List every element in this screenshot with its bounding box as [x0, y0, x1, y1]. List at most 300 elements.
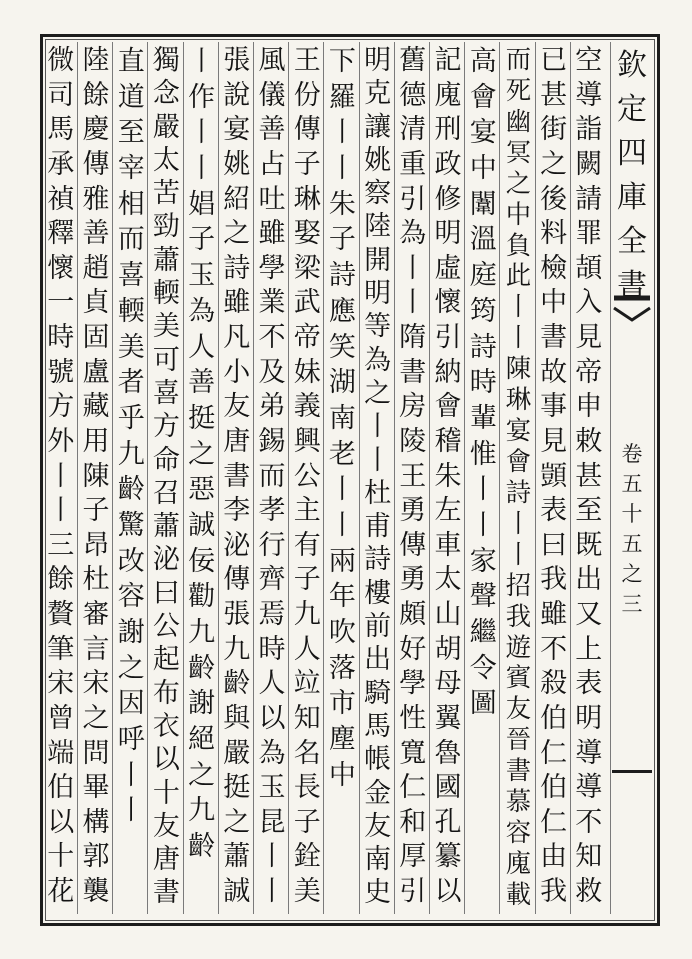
text-char: 佞	[188, 545, 216, 577]
text-char: 姚	[364, 144, 392, 176]
text-char: 齡	[188, 652, 216, 684]
text-char: 帳	[364, 744, 392, 776]
text-char: 九	[188, 795, 216, 827]
text-char: 王	[293, 45, 321, 76]
text-char: 之	[82, 702, 110, 734]
text-char: 雖	[223, 287, 251, 319]
text-char: 帝	[575, 356, 603, 388]
text-char: 輭	[152, 278, 180, 310]
text-char: 出	[364, 644, 392, 676]
text-char: 言	[82, 633, 110, 665]
text-char: 等	[364, 311, 392, 343]
text-char: 事	[540, 391, 568, 423]
text-char: 胡	[434, 633, 462, 665]
text-char: 乎	[117, 402, 145, 434]
text-char: 善	[258, 114, 286, 146]
text-char: 甚	[540, 79, 568, 111]
text-char: 空	[575, 45, 603, 76]
text-char: 承	[47, 148, 75, 180]
text-char: 纂	[434, 841, 462, 873]
text-char: 政	[434, 148, 462, 180]
text-char: 丨	[47, 495, 75, 527]
text-char: 丨	[505, 322, 532, 353]
text-char: 詩	[505, 476, 532, 507]
text-char: 筆	[47, 633, 75, 665]
text-char: 興	[293, 425, 321, 457]
text-char: 中	[328, 759, 356, 791]
text-char: 丨	[117, 759, 145, 791]
text-char: 竝	[293, 668, 321, 700]
text-char: 納	[434, 356, 462, 388]
text-char: 翼	[434, 702, 462, 734]
text-char: 行	[258, 529, 286, 561]
text-char: 好	[399, 633, 427, 665]
text-char: 宋	[47, 668, 75, 700]
text-char: 陳	[82, 460, 110, 492]
text-char: 史	[364, 877, 392, 909]
text-char: 察	[364, 178, 392, 210]
text-char: 樓	[364, 577, 392, 609]
text-char: 導	[575, 737, 603, 769]
text-char: 羅	[328, 81, 356, 113]
text-char: 載	[505, 878, 532, 909]
text-column	[78, 44, 114, 910]
text-char: 金	[364, 777, 392, 809]
text-char: 廆	[434, 79, 462, 111]
text-char: 詩	[469, 331, 497, 363]
text-char: 齊	[258, 564, 286, 596]
text-char: 至	[117, 117, 145, 149]
text-char: 固	[82, 322, 110, 353]
text-char: 表	[540, 495, 568, 527]
text-char: 人	[293, 633, 321, 665]
text-char: 馬	[47, 114, 75, 146]
text-char: 丨	[399, 252, 427, 284]
text-char: 湖	[328, 367, 356, 399]
text-char: 梁	[293, 252, 321, 284]
text-char: 隋	[399, 322, 427, 353]
text-char: 引	[399, 183, 427, 215]
text-char: 導	[575, 79, 603, 111]
text-char: 十	[47, 841, 75, 873]
text-char: 街	[540, 114, 568, 146]
text-char: 一	[47, 287, 75, 319]
text-char: 年	[328, 581, 356, 613]
text-char: 贅	[47, 599, 75, 630]
text-char: 詩	[364, 544, 392, 576]
text-char: 高	[469, 46, 497, 77]
text-char: 記	[434, 45, 462, 76]
text-char: 審	[82, 599, 110, 630]
text-char: 姚	[223, 148, 251, 180]
text-char: 我	[540, 564, 568, 596]
text-char: 虛	[434, 252, 462, 284]
text-char: 伯	[540, 702, 568, 734]
text-char: 丨	[399, 287, 427, 319]
text-char: 為	[188, 295, 216, 327]
text-char: 之	[505, 167, 532, 198]
header-column	[612, 44, 652, 910]
text-char: 小	[223, 356, 251, 388]
text-char: 幽	[505, 105, 532, 136]
text-char: 由	[540, 841, 568, 873]
text-char: 為	[399, 218, 427, 250]
text-char: 書	[505, 755, 532, 786]
text-char: 藏	[82, 391, 110, 423]
text-char: 學	[258, 252, 286, 284]
text-char: 娼	[188, 188, 216, 220]
text-char: 明	[364, 278, 392, 310]
text-char: 繼	[469, 617, 497, 648]
text-char: 司	[47, 79, 75, 111]
text-char: 有	[293, 529, 321, 561]
text-char: 落	[328, 652, 356, 684]
text-char: 謝	[117, 617, 145, 648]
text-char: 老	[328, 438, 356, 470]
text-char: 時	[469, 367, 497, 399]
text-char: 之	[117, 652, 145, 684]
text-char: 凡	[223, 322, 251, 353]
text-char: 負	[505, 229, 532, 260]
text-char: 陳	[505, 353, 532, 384]
text-char: 泌	[152, 544, 180, 576]
text-char: 李	[223, 495, 251, 527]
text-char: 之	[188, 438, 216, 470]
text-char: 嚴	[152, 111, 180, 143]
text-char: 杜	[364, 477, 392, 509]
text-char: 琳	[293, 183, 321, 215]
text-char: 明	[575, 702, 603, 734]
text-char: 死	[505, 74, 532, 105]
text-char: 蕭	[152, 244, 180, 276]
text-char: 占	[258, 148, 286, 180]
text-char: 丨	[47, 460, 75, 492]
text-char: 既	[575, 529, 603, 561]
title-char: 書	[617, 268, 647, 303]
text-char: 錫	[258, 425, 286, 457]
text-char: 中	[505, 198, 532, 229]
text-char: 風	[258, 45, 286, 76]
title-char: 四	[617, 136, 647, 171]
text-char: 引	[434, 322, 462, 353]
text-char: 傳	[293, 114, 321, 146]
text-char: 九	[117, 438, 145, 470]
text-char: 左	[434, 495, 462, 527]
text-char: 子	[82, 495, 110, 527]
text-char: 號	[47, 356, 75, 388]
text-char: 顗	[540, 460, 568, 492]
text-char: 惡	[188, 474, 216, 506]
text-char: 之	[540, 148, 568, 180]
text-char: 曰	[152, 577, 180, 609]
text-char: 美	[152, 311, 180, 343]
text-char: 貞	[82, 287, 110, 319]
text-char: 丨	[505, 291, 532, 322]
text-char: 之	[364, 377, 392, 409]
text-column	[113, 44, 149, 910]
text-char: 頗	[399, 599, 427, 630]
book-title	[612, 44, 652, 308]
text-char: 昆	[258, 806, 286, 838]
text-char: 苦	[152, 178, 180, 210]
text-char: 外	[47, 425, 75, 457]
title-char: 全	[617, 224, 647, 259]
text-char: 明	[364, 45, 392, 76]
text-char: 作	[188, 81, 216, 113]
text-char: 妹	[293, 356, 321, 388]
text-char: 陸	[364, 211, 392, 243]
text-char: 呼	[117, 724, 145, 756]
text-char: 房	[399, 391, 427, 423]
text-column	[571, 44, 607, 910]
text-char: 餘	[82, 79, 110, 111]
text-char: 九	[293, 599, 321, 630]
text-char: 紹	[223, 183, 251, 215]
text-char: 冥	[505, 136, 532, 167]
text-char: 母	[434, 668, 462, 700]
text-char: 應	[328, 295, 356, 327]
text-char: 丨	[188, 153, 216, 185]
text-char: 善	[82, 218, 110, 250]
text-char: 容	[505, 817, 532, 848]
text-char: 德	[399, 79, 427, 111]
text-char: 我	[540, 876, 568, 907]
text-char: 謝	[188, 688, 216, 720]
text-char: 布	[152, 677, 180, 709]
text-char: 書	[152, 877, 180, 909]
text-char: 太	[434, 564, 462, 596]
text-char: 昂	[82, 529, 110, 561]
text-char: 刑	[434, 114, 462, 146]
text-char: 子	[293, 148, 321, 180]
text-column	[184, 44, 220, 910]
text-char: 伯	[47, 772, 75, 804]
text-column	[395, 44, 431, 910]
text-char: 趙	[82, 252, 110, 284]
text-char: 丨	[258, 841, 286, 873]
text-char: 問	[82, 737, 110, 769]
text-char: 畢	[82, 772, 110, 804]
text-char: 修	[434, 183, 462, 215]
text-char: 太	[152, 144, 180, 176]
text-char: 子	[188, 224, 216, 256]
text-char: 宋	[82, 668, 110, 700]
text-char: 勸	[188, 581, 216, 613]
text-char: 焉	[258, 599, 286, 630]
text-char: 賓	[505, 662, 532, 693]
text-char: 丨	[469, 474, 497, 506]
volume-label: 卷 五 十 五 之 三	[621, 442, 643, 616]
text-char: 伯	[540, 772, 568, 804]
text-char: 國	[434, 772, 462, 804]
text-char: 武	[293, 287, 321, 319]
text-char: 詩	[328, 260, 356, 292]
text-char: 闕	[575, 148, 603, 180]
text-char: 令	[469, 652, 497, 684]
text-char: 人	[258, 668, 286, 700]
text-char: 不	[258, 322, 286, 353]
text-char: 張	[223, 45, 251, 76]
text-char: 宴	[505, 415, 532, 446]
text-char: 相	[117, 188, 145, 220]
text-char: 此	[505, 260, 532, 291]
text-char: 詣	[575, 114, 603, 146]
text-char: 丨	[328, 153, 356, 185]
text-char: 齡	[223, 668, 251, 700]
text-char: 友	[152, 810, 180, 842]
text-char: 與	[223, 702, 251, 734]
text-char: 子	[293, 564, 321, 596]
text-char: 清	[399, 114, 427, 146]
text-char: 引	[399, 876, 427, 907]
text-char: 友	[223, 391, 251, 423]
text-char: 仁	[540, 737, 568, 769]
text-char: 絕	[188, 724, 216, 756]
text-char: 而	[117, 224, 145, 256]
text-char: 為	[364, 344, 392, 376]
text-char: 念	[152, 78, 180, 110]
fish-tail-ornament-icon	[612, 294, 652, 334]
text-char: 時	[258, 633, 286, 665]
text-char: 後	[540, 183, 568, 215]
text-char: 申	[575, 391, 603, 423]
text-char: 傳	[223, 564, 251, 596]
text-char: 蕭	[152, 511, 180, 543]
text-char: 勇	[399, 564, 427, 596]
text-char: 說	[223, 79, 251, 111]
text-char: 人	[188, 331, 216, 363]
text-char: 魯	[434, 737, 462, 769]
text-char: 騎	[364, 677, 392, 709]
text-char: 齡	[117, 474, 145, 506]
text-char: 玉	[188, 260, 216, 292]
text-char: 請	[575, 183, 603, 215]
text-char: 中	[540, 287, 568, 319]
text-char: 宴	[469, 117, 497, 149]
text-char: 闈	[469, 188, 497, 220]
text-char: 起	[152, 644, 180, 676]
text-char: 輭	[117, 295, 145, 327]
text-char: 前	[364, 611, 392, 643]
text-char: 仁	[540, 806, 568, 838]
text-char: 稽	[434, 425, 462, 457]
text-char: 而	[258, 460, 286, 492]
text-char: 塵	[328, 724, 356, 756]
text-char: 善	[188, 367, 216, 399]
text-char: 雖	[258, 218, 286, 250]
text-char: 驚	[117, 509, 145, 541]
text-char: 郭	[82, 841, 110, 873]
text-char: 以	[152, 744, 180, 776]
text-char: 道	[117, 81, 145, 113]
text-char: 勁	[152, 211, 180, 243]
text-char: 懷	[434, 287, 462, 319]
text-char: 曾	[47, 702, 75, 734]
text-char: 丨	[505, 538, 532, 569]
text-char: 丨	[328, 474, 356, 506]
text-char: 兩	[328, 545, 356, 577]
text-char: 帝	[293, 322, 321, 353]
text-char: 構	[82, 806, 110, 838]
text-char: 惟	[469, 438, 497, 470]
text-column	[324, 44, 360, 910]
text-char: 厚	[399, 841, 427, 873]
text-char: 以	[47, 806, 75, 838]
text-char: 曰	[540, 529, 568, 561]
text-char: 慕	[505, 786, 532, 817]
text-column	[500, 44, 536, 910]
text-char: 主	[293, 495, 321, 527]
text-char: 書	[223, 460, 251, 492]
text-char: 美	[117, 331, 145, 363]
text-char: 九	[223, 633, 251, 665]
text-char: 十	[152, 777, 180, 809]
text-char: 嚴	[223, 737, 251, 769]
text-char: 慶	[82, 114, 110, 146]
text-char: 端	[47, 737, 75, 769]
text-column	[289, 44, 325, 910]
text-char: 甫	[364, 511, 392, 543]
text-char: 見	[575, 322, 603, 353]
text-char: 上	[575, 633, 603, 665]
text-char: 料	[540, 218, 568, 250]
text-char: 美	[293, 876, 321, 907]
text-char: 甚	[575, 460, 603, 492]
text-char: 誠	[188, 509, 216, 541]
text-char: 知	[293, 702, 321, 734]
text-char: 襲	[82, 876, 110, 907]
text-char: 義	[293, 391, 321, 423]
text-column	[536, 44, 572, 910]
text-char: 圖	[469, 688, 497, 720]
text-char: 救	[575, 876, 603, 907]
text-char: 花	[47, 876, 75, 907]
text-char: 業	[258, 287, 286, 319]
text-char: 故	[540, 356, 568, 388]
text-char: 以	[258, 702, 286, 734]
text-column	[360, 44, 396, 910]
text-char: 出	[575, 564, 603, 596]
text-char: 見	[540, 425, 568, 457]
text-char: 寬	[399, 737, 427, 769]
text-char: 孝	[258, 495, 286, 527]
text-char: 衣	[152, 710, 180, 742]
column-rule	[610, 42, 611, 914]
text-char: 殺	[540, 668, 568, 700]
text-char: 車	[434, 529, 462, 561]
text-char: 檢	[540, 252, 568, 284]
text-char: 入	[575, 287, 603, 319]
text-char: 傳	[399, 529, 427, 561]
text-char: 會	[505, 445, 532, 476]
text-char: 陵	[399, 425, 427, 457]
text-column	[430, 44, 466, 910]
text-char: 下	[328, 46, 356, 77]
text-char: 以	[434, 876, 462, 907]
text-char: 孔	[434, 806, 462, 838]
text-char: 讓	[364, 111, 392, 143]
text-char: 容	[117, 581, 145, 613]
text-char: 子	[293, 806, 321, 838]
text-char: 丨	[258, 876, 286, 907]
text-char: 雅	[82, 183, 110, 215]
text-char: 時	[47, 322, 75, 353]
text-char: 娶	[293, 218, 321, 250]
text-char: 丨	[505, 507, 532, 538]
text-char: 又	[575, 599, 603, 630]
text-column	[254, 44, 290, 910]
text-column	[148, 44, 184, 910]
